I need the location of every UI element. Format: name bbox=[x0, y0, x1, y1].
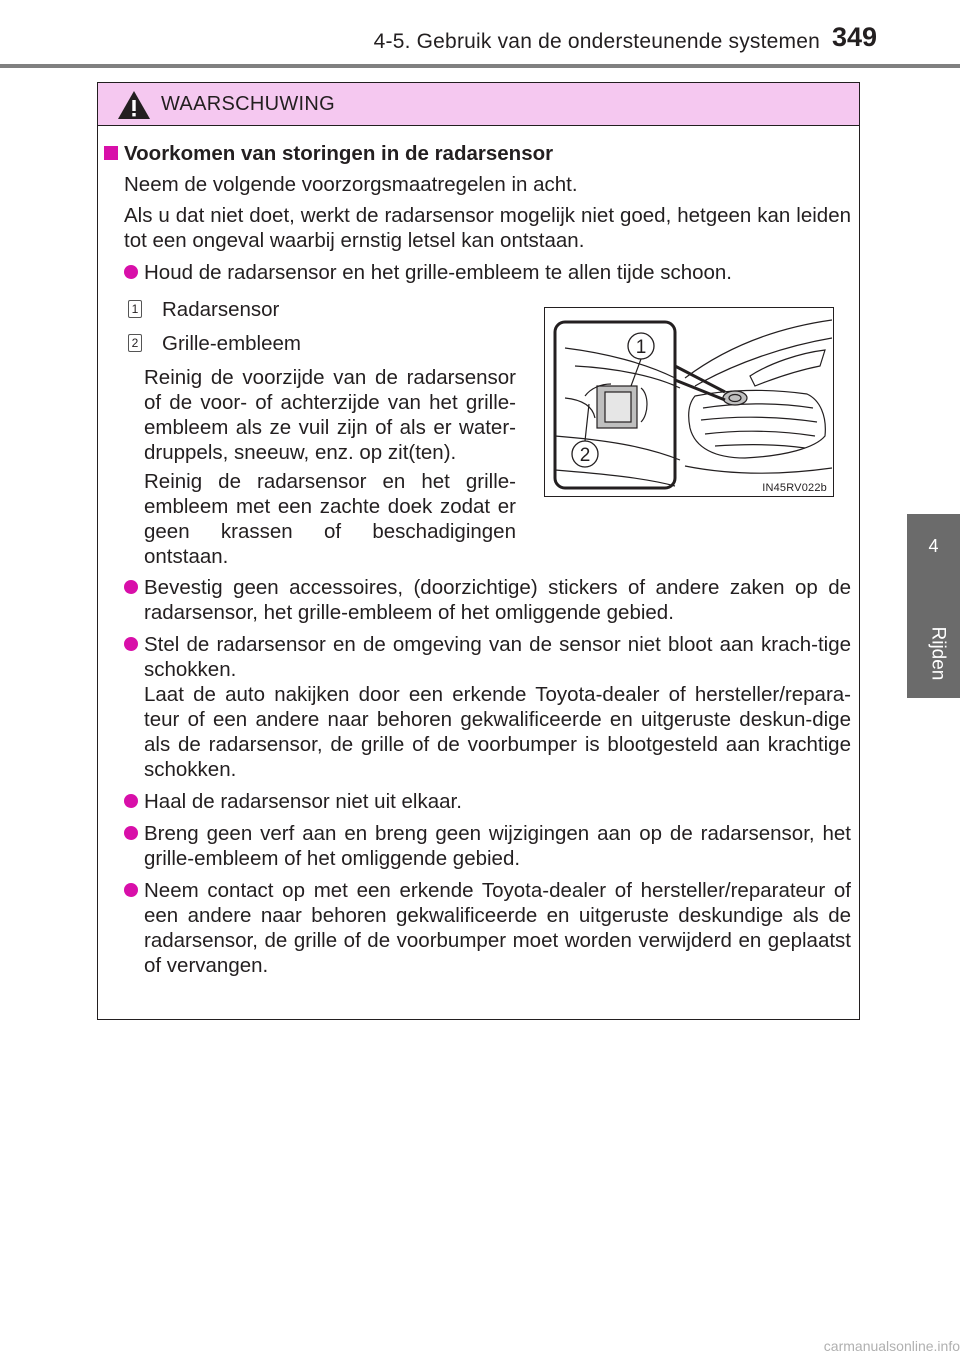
warning-title: WAARSCHUWING bbox=[161, 93, 335, 115]
round-bullet-icon bbox=[124, 794, 138, 808]
round-bullet-icon bbox=[124, 580, 138, 594]
callout-number-2: 2 bbox=[128, 334, 142, 352]
header-rule bbox=[0, 64, 960, 68]
bullet-text: Neem contact op met een erkende Toyota-dealer of hersteller/reparateur of een andere naar behoren gekwalificeerde en uitgeruste deskundige als de radarsensor, de grille of de voorbumper moet worden verwijderd en geplaatst of vervangen. bbox=[144, 879, 851, 977]
bullet-text: Houd de radarsensor en het grille-embleem te allen tijde schoon. bbox=[144, 261, 733, 284]
warning-box bbox=[97, 82, 860, 1020]
round-bullet-icon bbox=[124, 826, 138, 840]
callout-number-1: 1 bbox=[128, 300, 142, 318]
figure-callout-2: 2 bbox=[579, 445, 591, 466]
chapter-number: 4 bbox=[928, 536, 939, 556]
round-bullet-icon bbox=[124, 883, 138, 897]
figure-legend bbox=[124, 285, 520, 568]
bullet-item bbox=[124, 789, 851, 814]
section-heading-text: Voorkomen van storingen in de radarsensor bbox=[124, 142, 554, 165]
bullet-item bbox=[124, 821, 851, 871]
watermark-text: carmanualsonline.info bbox=[823, 1338, 960, 1354]
warning-triangle-icon bbox=[116, 89, 152, 121]
intro-paragraph-2: Als u dat niet doet, werkt de radarsensor mogelijk niet goed, hetgeen kan leiden tot een ongeval waarbij ernstig letsel kan ontstaan. bbox=[124, 204, 851, 252]
radar-sensor-figure bbox=[544, 307, 834, 497]
bullet-continuation-text: Laat de auto nakijken door een erkende Toyota-dealer of hersteller/repara-teur of een andere naar behoren gekwalificeerde en uitgeruste deskun-dige als de radarsensor, de grille of de voorbumper is blootgesteld aan krachtige schokken. bbox=[144, 683, 851, 781]
bullet-item bbox=[124, 878, 851, 978]
bullet-text: Breng geen verf aan en breng geen wijzigingen aan op de radarsensor, het grille-embleem of het omliggende gebied. bbox=[144, 822, 851, 870]
section-heading bbox=[104, 141, 859, 166]
car-front-illustration bbox=[545, 308, 832, 495]
page-number: 349 bbox=[832, 22, 878, 52]
section-title: 4-5. Gebruik van de ondersteunende systemen bbox=[373, 30, 820, 53]
round-bullet-icon bbox=[124, 265, 138, 279]
bullet-item bbox=[124, 260, 851, 285]
warning-content bbox=[98, 141, 859, 978]
bullet-item bbox=[124, 632, 851, 782]
intro-paragraph-1: Neem de volgende voorzorgsmaatregelen in acht. bbox=[124, 173, 578, 196]
page-header bbox=[0, 0, 960, 66]
square-bullet-icon bbox=[104, 146, 118, 160]
warning-header bbox=[98, 83, 859, 126]
bullet-text: Stel de radarsensor en de omgeving van de sensor niet bloot aan krach-tige schokken. bbox=[144, 633, 851, 681]
chapter-tab bbox=[907, 514, 960, 698]
chapter-label: Rijden bbox=[927, 626, 949, 681]
cleaning-instruction-1: Reinig de voorzijde van de radarsensor of de voor- of achterzijde van het grille-embleem als ze vuil zijn of als er water-druppels, sneeuw, enz. op zit(ten). bbox=[144, 366, 516, 464]
legend-label: Radarsensor bbox=[162, 298, 280, 321]
bullet-item bbox=[124, 575, 851, 625]
legend-label: Grille-embleem bbox=[162, 332, 301, 355]
cleaning-instruction-2: Reinig de radarsensor en het grille-embleem met een zachte doek zodat er geen krassen of beschadigingen ontstaan. bbox=[144, 470, 516, 568]
bullet-text: Bevestig geen accessoires, (doorzichtige) stickers of andere zaken op de radarsensor, het grille-embleem of het omliggende gebied. bbox=[144, 576, 851, 624]
round-bullet-icon bbox=[124, 637, 138, 651]
figure-callout-1: 1 bbox=[635, 337, 647, 358]
bullet-text: Haal de radarsensor niet uit elkaar. bbox=[144, 790, 462, 813]
figure-code: IN45RV022b bbox=[762, 482, 827, 494]
